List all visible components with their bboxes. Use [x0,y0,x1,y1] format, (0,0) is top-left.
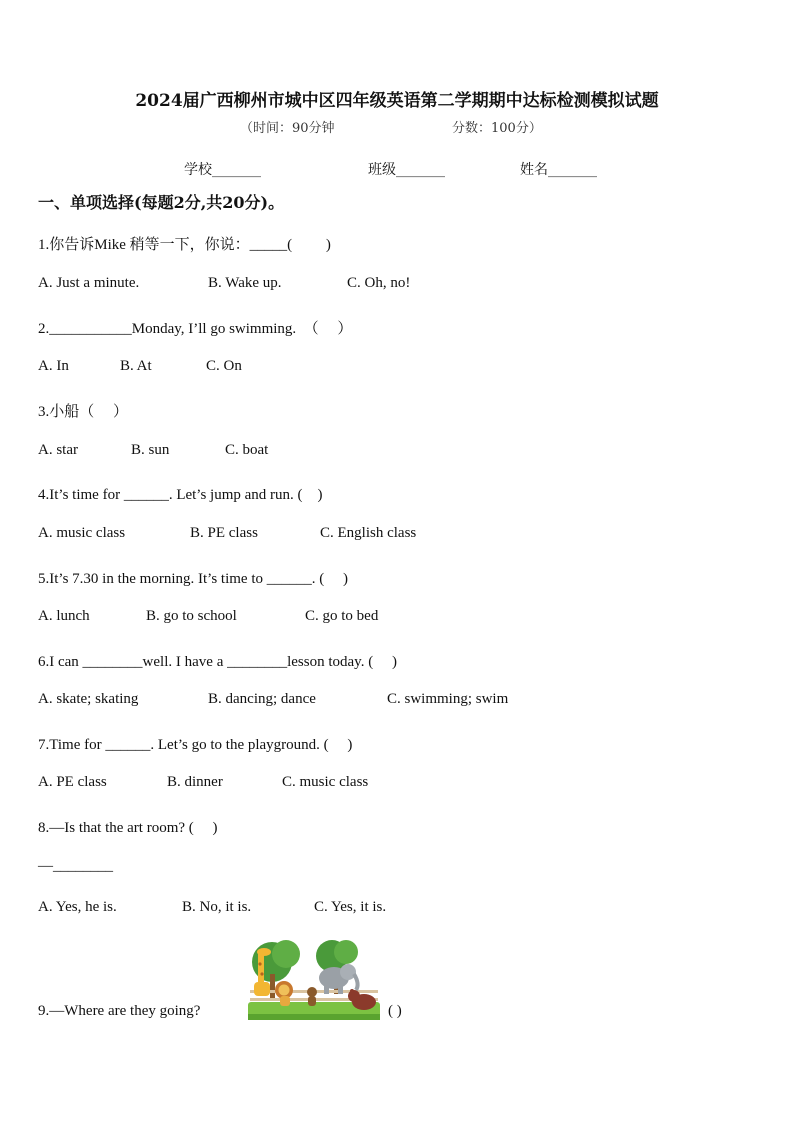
q5-option-a: A. lunch [38,608,90,624]
q8-option-b: B. No, it is. [182,899,252,915]
q8-option-a: A. Yes, he is. [38,899,117,915]
q4-option-c: C. English class [320,525,417,541]
question-7: 7.Time for ______. Let’s go to the playground. ( ) [38,737,353,753]
q7-option-b: B. dinner [167,774,223,790]
name-label: 姓名 [520,162,548,178]
question-6: 6.I can ________well. I have a ________lesson today. ( ) [38,654,397,670]
class-field [368,159,445,179]
q4-option-b: B. PE class [190,525,258,541]
q2-option-b: B. At [120,358,152,374]
question-3: 3.小船（ ） [38,404,129,420]
q7-option-c: C. music class [282,774,369,790]
q6-option-b: B. dancing; dance [208,691,316,707]
q5-option-c: C. go to bed [305,608,379,624]
q9-answer-paren: ( ) [388,1003,402,1019]
question-2: 2.___________Monday, I’ll go swimming. （ ） [38,321,353,337]
q3-option-a: A. star [38,442,78,458]
question-4: 4.It’s time for ______. Let’s jump and run. ( ) [38,487,323,503]
q8-reply-blank: —________ [38,858,113,874]
school-blank: _______ [212,162,261,178]
score-info: 分数：100分） [452,121,542,136]
question-5: 5.It’s 7.30 in the morning. It’s time to ______. ( ) [38,571,348,587]
exam-title: 2024届广西柳州市城中区四年级英语第二学期期中达标检测模拟试题 [135,91,659,111]
question-1: 1.你告诉Mike 稍等一下，你说：_____( ) [38,237,331,253]
question-9: 9.—Where are they going? [38,1003,201,1019]
class-label: 班级 [368,162,396,178]
section-heading: 一、单项选择(每题2分,共20分)。 [38,193,285,212]
q1-option-c: C. Oh, no! [347,275,411,291]
q2-option-c: C. On [206,358,242,374]
q6-option-c: C. swimming; swim [387,691,509,707]
q3-option-b: B. sun [131,442,170,458]
name-field [520,159,597,179]
q1-option-a: A. Just a minute. [38,275,140,291]
q8-option-c: C. Yes, it is. [314,899,387,915]
q4-option-a: A. music class [38,525,126,541]
question-8: 8.—Is that the art room? ( ) [38,820,218,836]
school-field [184,159,261,179]
zoo-animals-illustration [246,940,382,1022]
q3-option-c: C. boat [225,442,269,458]
time-info: （时间：90分钟 [240,121,335,136]
school-label: 学校 [184,162,212,178]
q7-option-a: A. PE class [38,774,107,790]
class-blank: _______ [396,162,445,178]
q2-option-a: A. In [38,358,69,374]
q6-option-a: A. skate; skating [38,691,139,707]
q5-option-b: B. go to school [146,608,237,624]
name-blank: _______ [548,162,597,178]
q1-option-b: B. Wake up. [208,275,282,291]
